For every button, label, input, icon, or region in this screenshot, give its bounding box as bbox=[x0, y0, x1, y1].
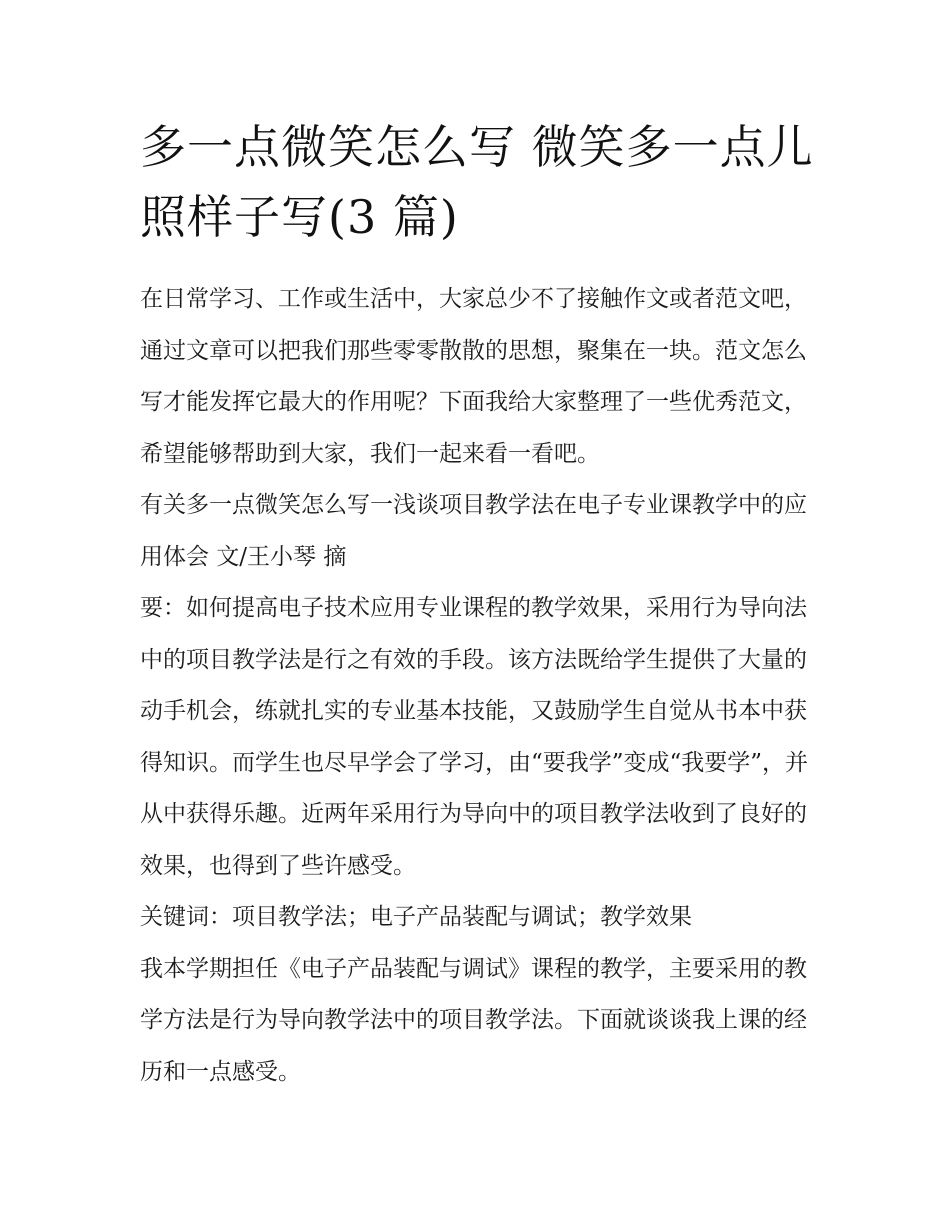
document-body bbox=[140, 274, 820, 1098]
paragraph-abstract: 要：如何提高电子技术应用专业课程的教学效果，采用行为导向法中的项目教学法是行之有效的手段。该方法既给学生提供了大量的动手机会，练就扎实的专业基本技能，又鼓励学生自觉从书本中获得知识。而学生也尽早学会了学习，由“要我学”变成“我要学”，并从中获得乐趣。近两年采用行为导向中的项目教学法收到了良好的效果，也得到了些许感受。 bbox=[140, 595, 809, 879]
paragraph-intro: 在日常学习、工作或生活中，大家总少不了接触作文或者范文吧，通过文章可以把我们那些零零散散的思想，聚集在一块。范文怎么写才能发挥它最大的作用呢？下面我给大家整理了一些优秀范文，希望能够帮助到大家，我们一起来看一看吧。 bbox=[140, 286, 807, 467]
document-title: 多一点微笑怎么写 微笑多一点儿照样子写(3 篇) bbox=[140, 120, 814, 244]
paragraph-body: 我本学期担任《电子产品装配与调试》课程的教学，主要采用的教学方法是行为导向教学法中的项目教学法。下面就谈谈我上课的经历和一点感受。 bbox=[140, 955, 807, 1085]
paragraph-keywords: 关键词：项目教学法；电子产品装配与调试；教学效果 bbox=[140, 904, 692, 930]
paragraph-article-heading: 有关多一点微笑怎么写一浅谈项目教学法在电子专业课教学中的应用体会 文/王小琴 摘 bbox=[140, 492, 807, 570]
